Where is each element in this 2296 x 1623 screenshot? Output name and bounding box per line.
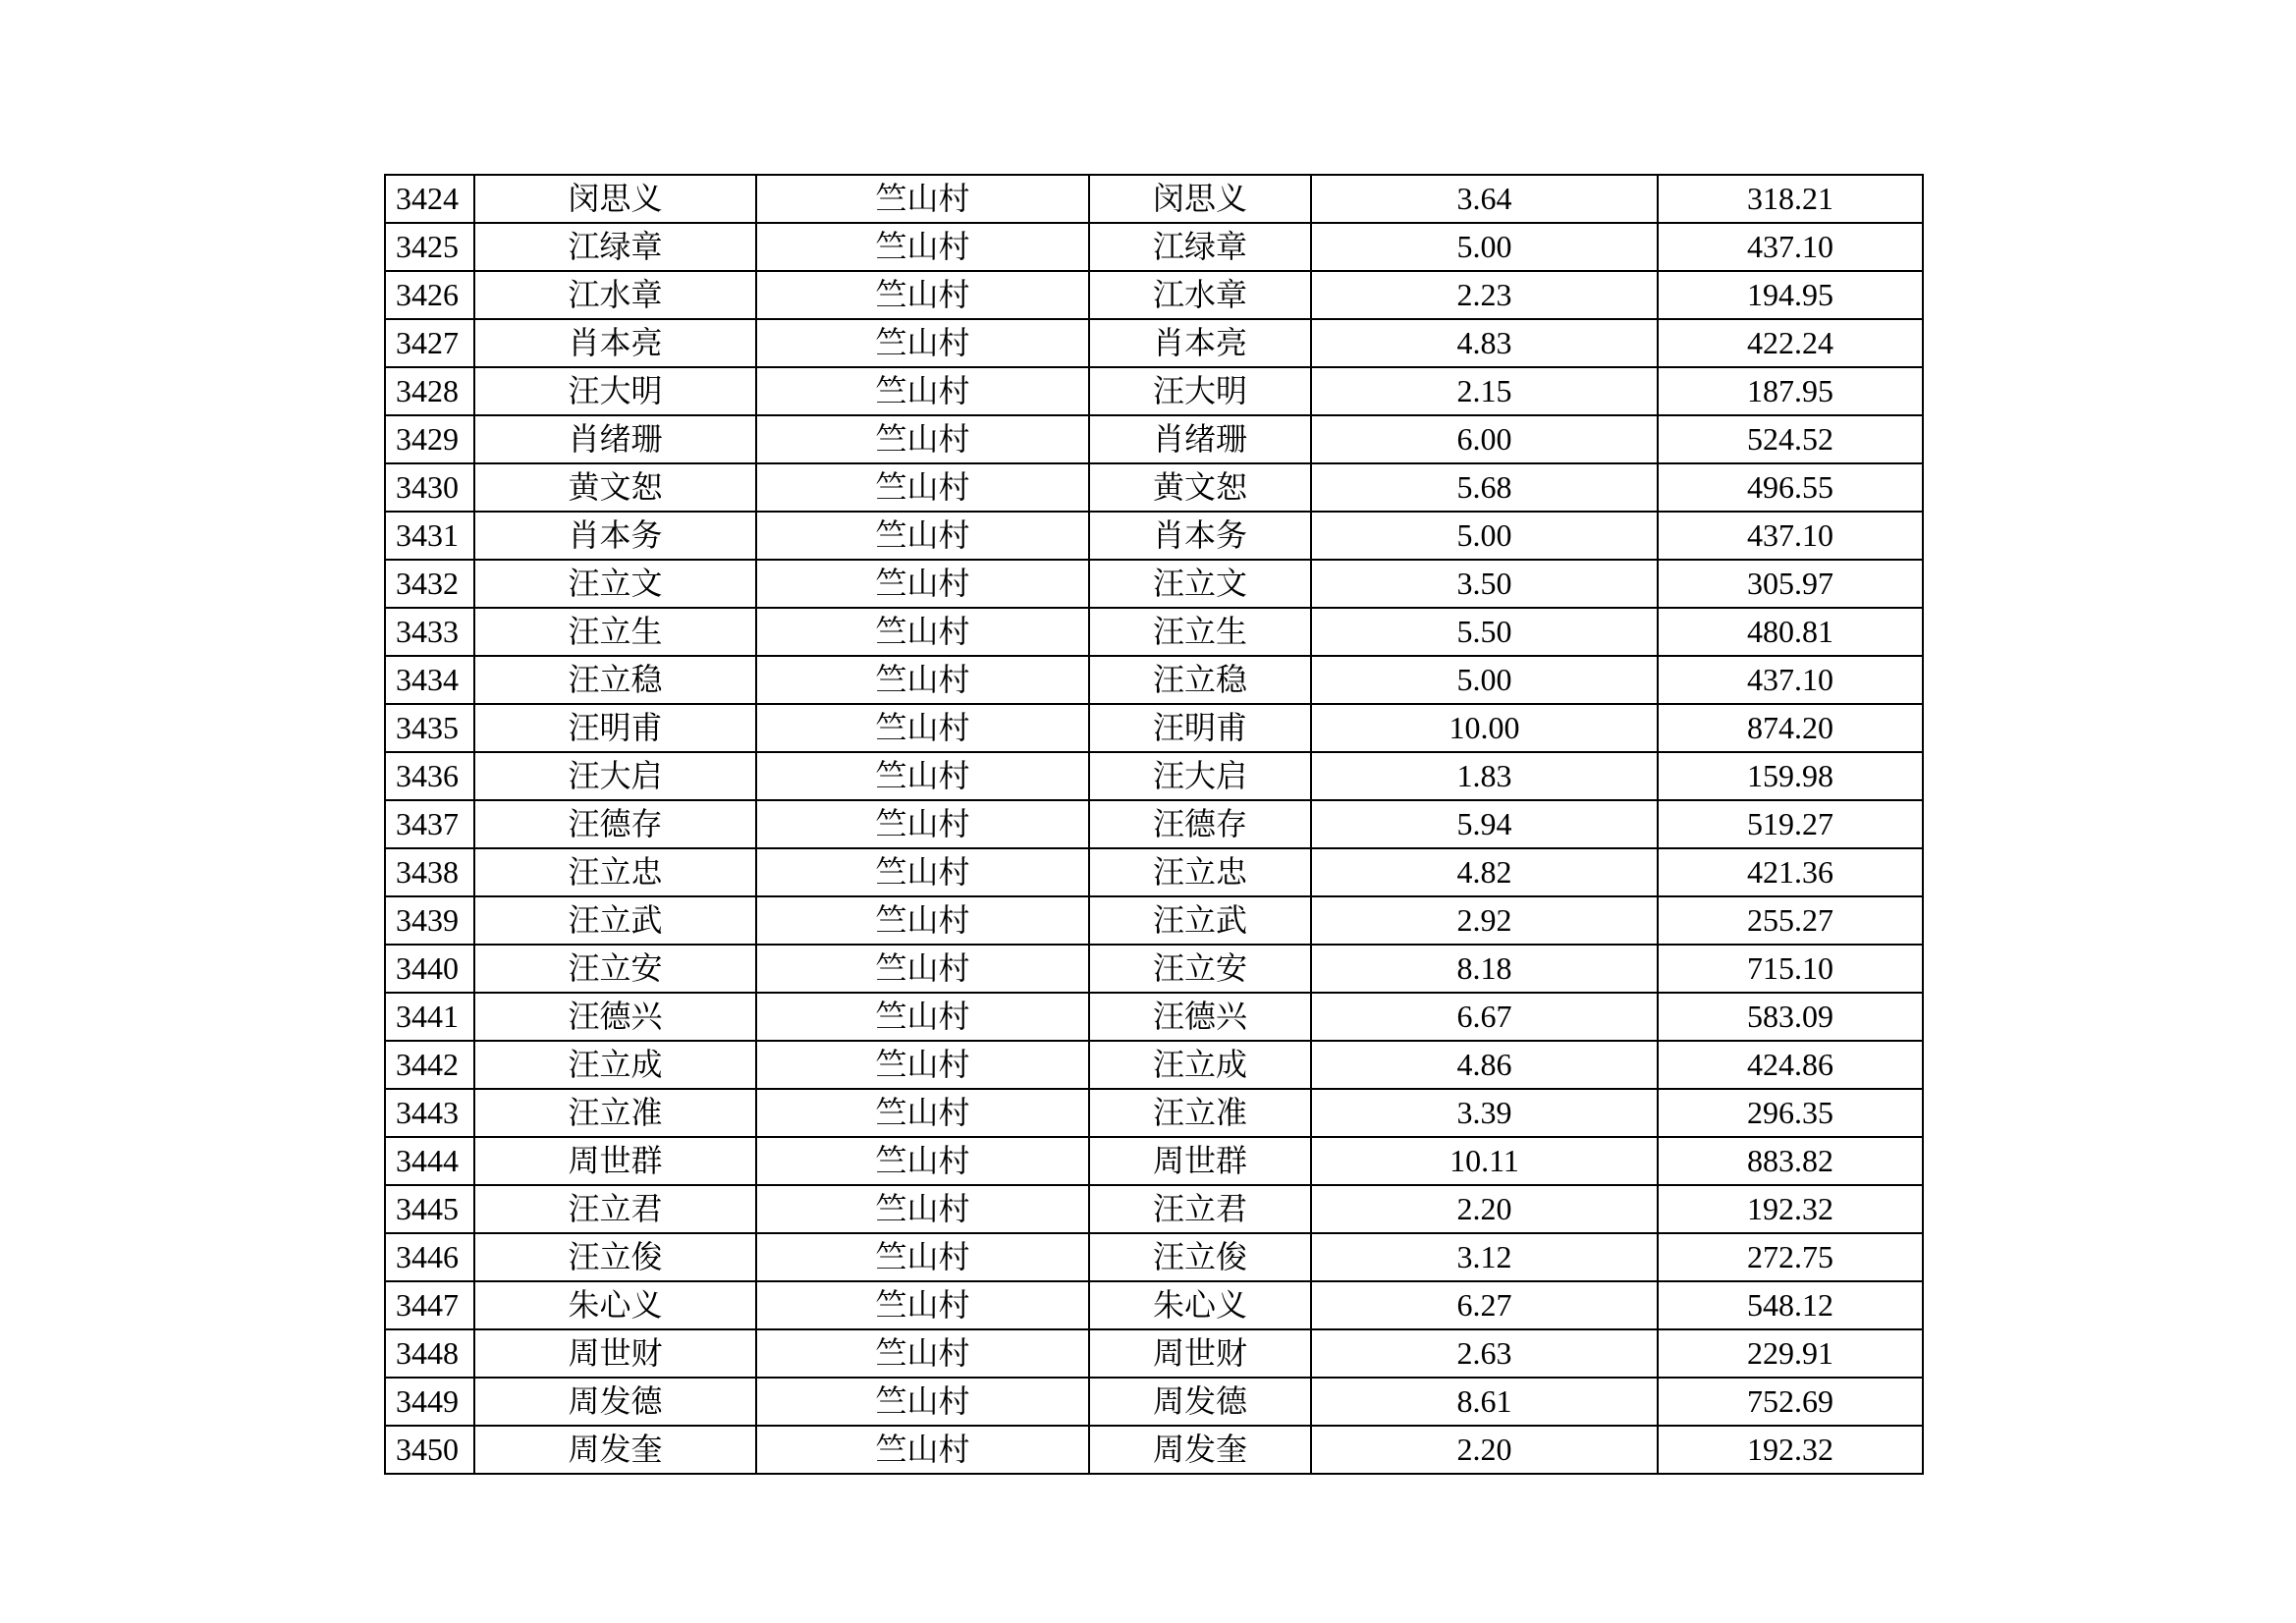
village-cell: 竺山村 — [756, 1185, 1089, 1233]
name-cell: 汪立文 — [474, 560, 756, 608]
row-number-cell: 3433 — [385, 608, 474, 656]
amount-cell: 305.97 — [1658, 560, 1923, 608]
row-number-cell: 3430 — [385, 463, 474, 512]
table-row — [385, 848, 1923, 896]
amount-cell: 752.69 — [1658, 1378, 1923, 1426]
name-cell: 肖本亮 — [474, 319, 756, 367]
amount-cell: 883.82 — [1658, 1137, 1923, 1185]
table-row — [385, 319, 1923, 367]
area-cell: 5.00 — [1311, 512, 1658, 560]
row-number-cell: 3424 — [385, 175, 474, 223]
area-cell: 5.68 — [1311, 463, 1658, 512]
amount-cell: 524.52 — [1658, 415, 1923, 463]
row-number-cell: 3442 — [385, 1041, 474, 1089]
table-row — [385, 1378, 1923, 1426]
table-row — [385, 512, 1923, 560]
payee-cell: 江水章 — [1089, 271, 1311, 319]
row-number-cell: 3438 — [385, 848, 474, 896]
village-cell: 竺山村 — [756, 1233, 1089, 1281]
payee-cell: 汪德兴 — [1089, 993, 1311, 1041]
amount-cell: 296.35 — [1658, 1089, 1923, 1137]
village-cell: 竺山村 — [756, 1137, 1089, 1185]
name-cell: 汪大明 — [474, 367, 756, 415]
payee-cell: 汪立文 — [1089, 560, 1311, 608]
amount-cell: 548.12 — [1658, 1281, 1923, 1329]
village-cell: 竺山村 — [756, 800, 1089, 848]
area-cell: 2.20 — [1311, 1185, 1658, 1233]
name-cell: 周发奎 — [474, 1426, 756, 1474]
village-cell: 竺山村 — [756, 993, 1089, 1041]
table-row — [385, 608, 1923, 656]
table-row — [385, 367, 1923, 415]
row-number-cell: 3432 — [385, 560, 474, 608]
roster-table-body — [385, 175, 1923, 1474]
name-cell: 汪德存 — [474, 800, 756, 848]
table-row — [385, 993, 1923, 1041]
payee-cell: 周发奎 — [1089, 1426, 1311, 1474]
amount-cell: 583.09 — [1658, 993, 1923, 1041]
payee-cell: 汪立成 — [1089, 1041, 1311, 1089]
payee-cell: 闵思义 — [1089, 175, 1311, 223]
row-number-cell: 3447 — [385, 1281, 474, 1329]
table-row — [385, 463, 1923, 512]
area-cell: 10.11 — [1311, 1137, 1658, 1185]
area-cell: 5.94 — [1311, 800, 1658, 848]
village-cell: 竺山村 — [756, 271, 1089, 319]
table-row — [385, 656, 1923, 704]
row-number-cell: 3448 — [385, 1329, 474, 1378]
table-row — [385, 175, 1923, 223]
area-cell: 2.15 — [1311, 367, 1658, 415]
name-cell: 汪立稳 — [474, 656, 756, 704]
area-cell: 8.61 — [1311, 1378, 1658, 1426]
amount-cell: 422.24 — [1658, 319, 1923, 367]
amount-cell: 187.95 — [1658, 367, 1923, 415]
area-cell: 8.18 — [1311, 945, 1658, 993]
table-row — [385, 752, 1923, 800]
name-cell: 肖绪珊 — [474, 415, 756, 463]
area-cell: 2.23 — [1311, 271, 1658, 319]
payee-cell: 汪立稳 — [1089, 656, 1311, 704]
table-row — [385, 1329, 1923, 1378]
payee-cell: 汪明甫 — [1089, 704, 1311, 752]
name-cell: 江绿章 — [474, 223, 756, 271]
table-row — [385, 223, 1923, 271]
amount-cell: 424.86 — [1658, 1041, 1923, 1089]
payee-cell: 朱心义 — [1089, 1281, 1311, 1329]
area-cell: 10.00 — [1311, 704, 1658, 752]
row-number-cell: 3449 — [385, 1378, 474, 1426]
area-cell: 1.83 — [1311, 752, 1658, 800]
village-cell: 竺山村 — [756, 560, 1089, 608]
area-cell: 3.64 — [1311, 175, 1658, 223]
payee-cell: 汪立君 — [1089, 1185, 1311, 1233]
payee-cell: 汪立准 — [1089, 1089, 1311, 1137]
payee-cell: 肖本务 — [1089, 512, 1311, 560]
area-cell: 4.82 — [1311, 848, 1658, 896]
row-number-cell: 3443 — [385, 1089, 474, 1137]
amount-cell: 229.91 — [1658, 1329, 1923, 1378]
name-cell: 汪大启 — [474, 752, 756, 800]
village-cell: 竺山村 — [756, 848, 1089, 896]
name-cell: 黄文恕 — [474, 463, 756, 512]
village-cell: 竺山村 — [756, 319, 1089, 367]
name-cell: 肖本务 — [474, 512, 756, 560]
row-number-cell: 3428 — [385, 367, 474, 415]
name-cell: 汪立安 — [474, 945, 756, 993]
village-cell: 竺山村 — [756, 1426, 1089, 1474]
amount-cell: 496.55 — [1658, 463, 1923, 512]
table-row — [385, 1281, 1923, 1329]
row-number-cell: 3450 — [385, 1426, 474, 1474]
amount-cell: 715.10 — [1658, 945, 1923, 993]
village-cell: 竺山村 — [756, 752, 1089, 800]
table-row — [385, 1233, 1923, 1281]
payee-cell: 汪大明 — [1089, 367, 1311, 415]
payee-cell: 周发德 — [1089, 1378, 1311, 1426]
name-cell: 周世群 — [474, 1137, 756, 1185]
amount-cell: 437.10 — [1658, 512, 1923, 560]
area-cell: 6.27 — [1311, 1281, 1658, 1329]
row-number-cell: 3425 — [385, 223, 474, 271]
village-cell: 竺山村 — [756, 656, 1089, 704]
row-number-cell: 3441 — [385, 993, 474, 1041]
payee-cell: 汪立生 — [1089, 608, 1311, 656]
amount-cell: 159.98 — [1658, 752, 1923, 800]
name-cell: 江水章 — [474, 271, 756, 319]
name-cell: 汪立成 — [474, 1041, 756, 1089]
amount-cell: 272.75 — [1658, 1233, 1923, 1281]
area-cell: 6.00 — [1311, 415, 1658, 463]
row-number-cell: 3440 — [385, 945, 474, 993]
area-cell: 5.00 — [1311, 223, 1658, 271]
name-cell: 朱心义 — [474, 1281, 756, 1329]
payee-cell: 江绿章 — [1089, 223, 1311, 271]
amount-cell: 874.20 — [1658, 704, 1923, 752]
table-row — [385, 800, 1923, 848]
payee-cell: 汪德存 — [1089, 800, 1311, 848]
area-cell: 2.20 — [1311, 1426, 1658, 1474]
row-number-cell: 3431 — [385, 512, 474, 560]
name-cell: 汪德兴 — [474, 993, 756, 1041]
village-cell: 竺山村 — [756, 1089, 1089, 1137]
table-row — [385, 896, 1923, 945]
row-number-cell: 3436 — [385, 752, 474, 800]
table-row — [385, 271, 1923, 319]
amount-cell: 318.21 — [1658, 175, 1923, 223]
payee-cell: 汪大启 — [1089, 752, 1311, 800]
table-row — [385, 945, 1923, 993]
village-cell: 竺山村 — [756, 1041, 1089, 1089]
row-number-cell: 3427 — [385, 319, 474, 367]
table-row — [385, 560, 1923, 608]
area-cell: 2.92 — [1311, 896, 1658, 945]
table-row — [385, 704, 1923, 752]
village-cell: 竺山村 — [756, 1378, 1089, 1426]
row-number-cell: 3426 — [385, 271, 474, 319]
village-cell: 竺山村 — [756, 1329, 1089, 1378]
table-row — [385, 1185, 1923, 1233]
row-number-cell: 3446 — [385, 1233, 474, 1281]
row-number-cell: 3445 — [385, 1185, 474, 1233]
area-cell: 4.86 — [1311, 1041, 1658, 1089]
area-cell: 4.83 — [1311, 319, 1658, 367]
amount-cell: 519.27 — [1658, 800, 1923, 848]
payee-cell: 周世财 — [1089, 1329, 1311, 1378]
payee-cell: 肖绪珊 — [1089, 415, 1311, 463]
amount-cell: 421.36 — [1658, 848, 1923, 896]
payee-cell: 汪立武 — [1089, 896, 1311, 945]
village-cell: 竺山村 — [756, 223, 1089, 271]
payee-cell: 汪立安 — [1089, 945, 1311, 993]
area-cell: 5.50 — [1311, 608, 1658, 656]
village-cell: 竺山村 — [756, 1281, 1089, 1329]
amount-cell: 480.81 — [1658, 608, 1923, 656]
village-cell: 竺山村 — [756, 608, 1089, 656]
payee-cell: 肖本亮 — [1089, 319, 1311, 367]
name-cell: 周世财 — [474, 1329, 756, 1378]
area-cell: 3.50 — [1311, 560, 1658, 608]
village-cell: 竺山村 — [756, 945, 1089, 993]
payee-cell: 汪立俊 — [1089, 1233, 1311, 1281]
area-cell: 5.00 — [1311, 656, 1658, 704]
amount-cell: 192.32 — [1658, 1185, 1923, 1233]
village-cell: 竺山村 — [756, 704, 1089, 752]
village-cell: 竺山村 — [756, 175, 1089, 223]
village-cell: 竺山村 — [756, 415, 1089, 463]
name-cell: 汪立俊 — [474, 1233, 756, 1281]
row-number-cell: 3437 — [385, 800, 474, 848]
area-cell: 2.63 — [1311, 1329, 1658, 1378]
row-number-cell: 3435 — [385, 704, 474, 752]
row-number-cell: 3434 — [385, 656, 474, 704]
row-number-cell: 3444 — [385, 1137, 474, 1185]
row-number-cell: 3429 — [385, 415, 474, 463]
table-row — [385, 1426, 1923, 1474]
table-row — [385, 1089, 1923, 1137]
table-row — [385, 1041, 1923, 1089]
payee-cell: 黄文恕 — [1089, 463, 1311, 512]
name-cell: 汪立生 — [474, 608, 756, 656]
name-cell: 汪立武 — [474, 896, 756, 945]
name-cell: 闵思义 — [474, 175, 756, 223]
area-cell: 6.67 — [1311, 993, 1658, 1041]
amount-cell: 192.32 — [1658, 1426, 1923, 1474]
village-cell: 竺山村 — [756, 367, 1089, 415]
name-cell: 汪明甫 — [474, 704, 756, 752]
name-cell: 周发德 — [474, 1378, 756, 1426]
name-cell: 汪立准 — [474, 1089, 756, 1137]
table-row — [385, 415, 1923, 463]
village-cell: 竺山村 — [756, 463, 1089, 512]
payee-cell: 汪立忠 — [1089, 848, 1311, 896]
table-row — [385, 1137, 1923, 1185]
area-cell: 3.12 — [1311, 1233, 1658, 1281]
village-cell: 竺山村 — [756, 896, 1089, 945]
amount-cell: 437.10 — [1658, 223, 1923, 271]
roster-table — [384, 174, 1924, 1475]
name-cell: 汪立忠 — [474, 848, 756, 896]
row-number-cell: 3439 — [385, 896, 474, 945]
area-cell: 3.39 — [1311, 1089, 1658, 1137]
amount-cell: 255.27 — [1658, 896, 1923, 945]
amount-cell: 437.10 — [1658, 656, 1923, 704]
amount-cell: 194.95 — [1658, 271, 1923, 319]
payee-cell: 周世群 — [1089, 1137, 1311, 1185]
village-cell: 竺山村 — [756, 512, 1089, 560]
name-cell: 汪立君 — [474, 1185, 756, 1233]
